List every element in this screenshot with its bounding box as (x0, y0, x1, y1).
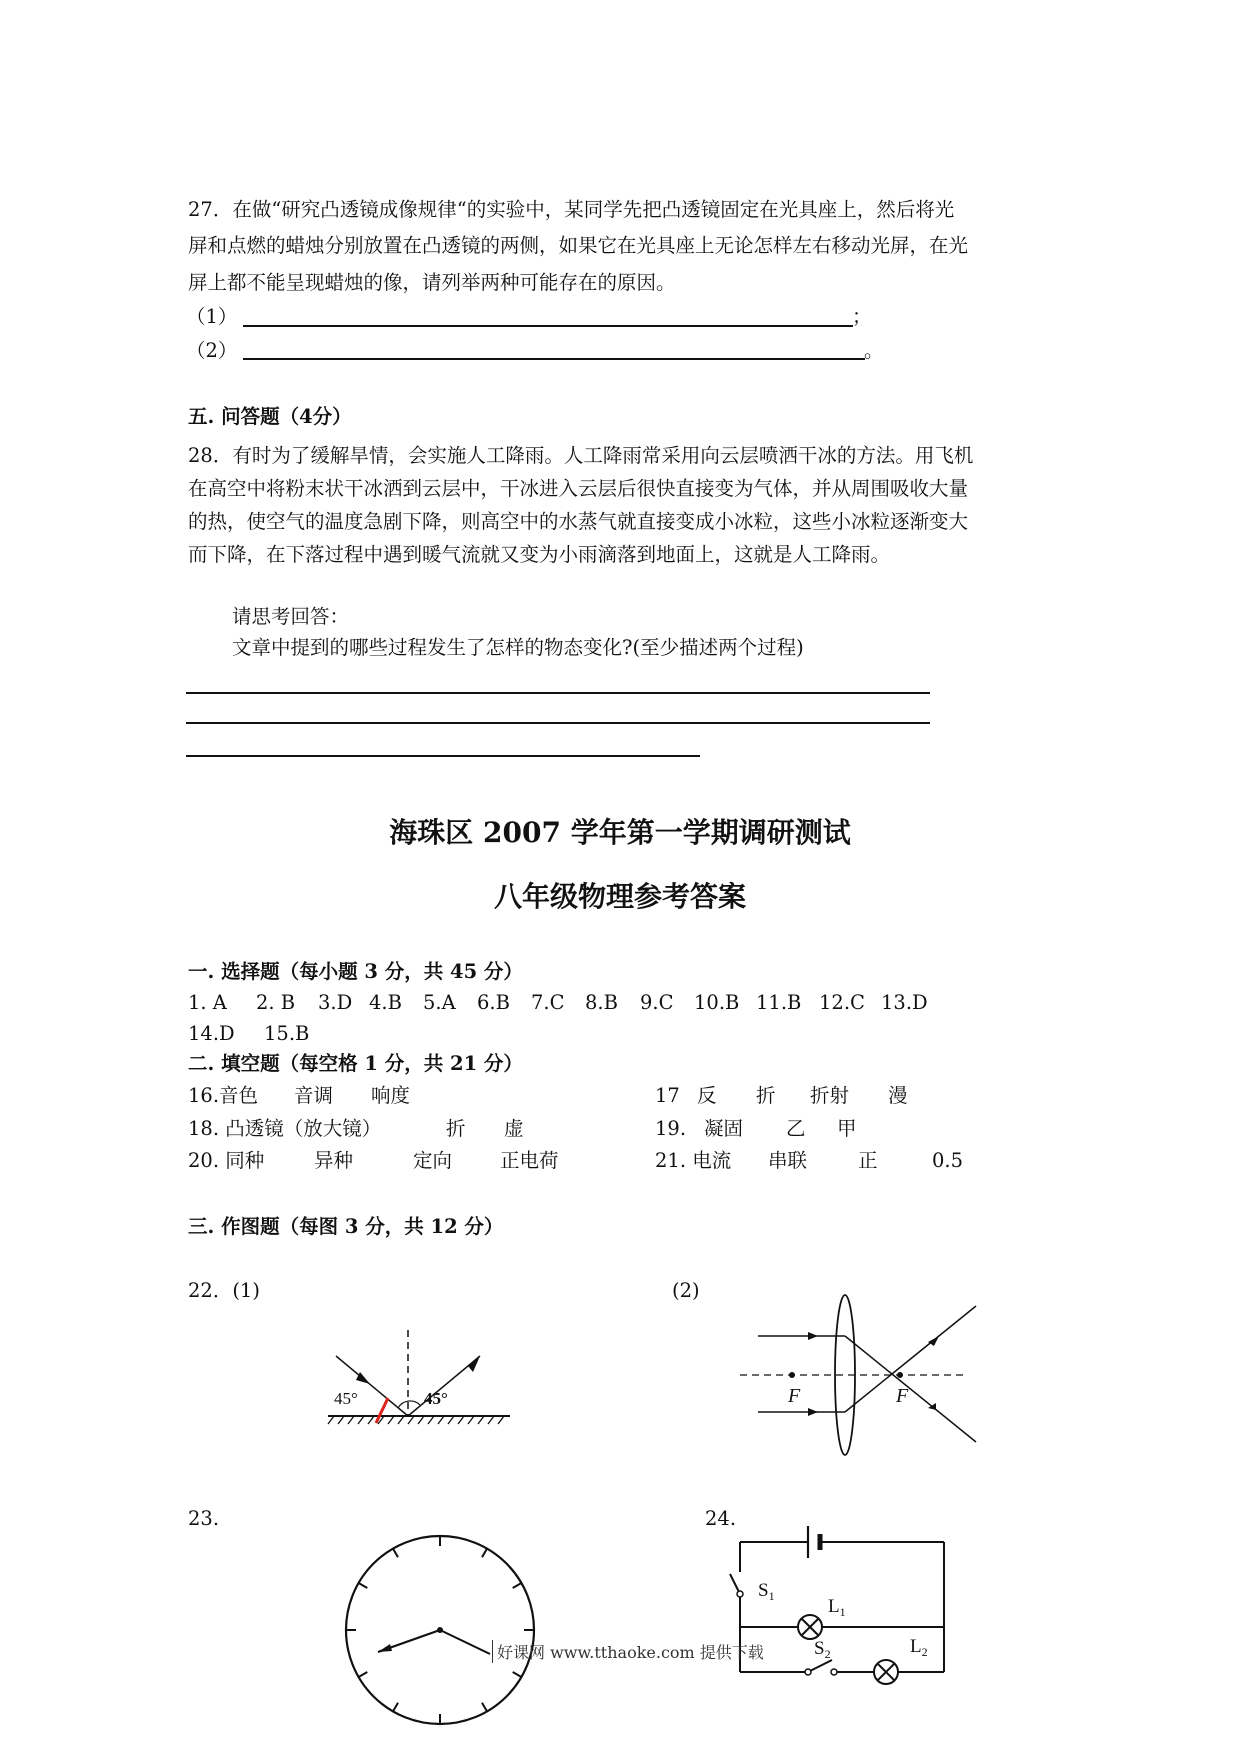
fill-18-b: 折 (446, 1117, 466, 1140)
q28-line-3: 的热，使空气的温度急剧下降，则高空中的水蒸气就直接变成小冰粒，这些小冰粒逐渐变大 (188, 510, 969, 533)
watermark (492, 1640, 764, 1663)
fill-17-num: 17 (655, 1084, 680, 1107)
sec1-ans-15: 15.B (264, 1022, 310, 1045)
lens-focus-right: F (896, 1385, 909, 1407)
fill-20-b: 异种 (314, 1149, 354, 1172)
q27-blank-1-label: （1） (186, 305, 238, 328)
fill-19-c: 甲 (837, 1117, 857, 1140)
svg-text:L1 (828, 1596, 846, 1619)
circuit-l2-sub: 2 (921, 1645, 928, 1659)
q28-line-2: 在高空中将粉末状干冰洒到云层中，干冰进入云层后很快直接变为气体，并从周围吸收大量 (188, 477, 969, 500)
q23-label: 23. (188, 1507, 220, 1530)
sec1-ans-8: 8.B (585, 991, 618, 1014)
svg-text:S1 (758, 1580, 775, 1603)
fill-21-c: 正 (858, 1149, 878, 1172)
q28-prompt: 请思考回答： (232, 605, 350, 628)
sec1-ans-7: 7.C (531, 991, 565, 1014)
sec1-ans-12: 12.C (819, 991, 865, 1014)
circuit-l2-label: L (910, 1636, 922, 1657)
sec1-ans-1: 1. A (188, 991, 227, 1014)
fill-18-a: 18. 凸透镜（放大镜） (188, 1117, 382, 1140)
lens-diagram (740, 1292, 990, 1462)
q27-answer-line-1[interactable] (243, 325, 853, 327)
q27-blank-2-label: （2） (186, 339, 238, 362)
sec1-ans-5: 5.A (423, 991, 456, 1014)
q27-line-3: 屏上都不能呈现蜡烛的像，请列举两种可能存在的原因。 (188, 271, 676, 294)
circuit-l1-sub: 1 (839, 1605, 846, 1619)
lens-focus-left: F (788, 1385, 801, 1407)
q28-answer-line-2[interactable] (186, 722, 930, 724)
sec1-ans-3: 3.D (318, 991, 353, 1014)
fill-21-d: 0.5 (932, 1149, 964, 1172)
fill-17-b: 折 (756, 1084, 776, 1107)
sec3-heading: 三. 作图题（每图 3 分，共 12 分） (188, 1215, 504, 1238)
q27-answer-line-2[interactable] (243, 358, 865, 360)
q27-line-1: 27．在做“研究凸透镜成像规律“的实验中，某同学先把凸透镜固定在光具座上，然后将光 (188, 198, 955, 221)
q22-part2-label: (2) (672, 1279, 700, 1302)
q27-blank-2-end: 。 (864, 339, 884, 362)
sec1-ans-11: 11.B (756, 991, 802, 1014)
fill-21-b: 串联 (768, 1149, 808, 1172)
fill-16-a: 16.音色 (188, 1084, 259, 1107)
fill-16-b: 音调 (294, 1084, 334, 1107)
q24-label: 24. (705, 1507, 737, 1530)
q22-label: 22．(1) (188, 1279, 260, 1302)
circuit-l1-label: L (828, 1596, 840, 1617)
reflection-diagram (320, 1320, 520, 1440)
fill-19-num: 19. (655, 1117, 687, 1140)
circuit-s1-sub: 1 (768, 1589, 775, 1603)
fill-17-c: 折射 (810, 1084, 850, 1107)
sec1-ans-9: 9.C (640, 991, 674, 1014)
fill-20-d: 正电荷 (500, 1149, 559, 1172)
fill-19-a: 凝固 (704, 1117, 744, 1140)
sec1-ans-10: 10.B (694, 991, 740, 1014)
sec1-ans-4: 4.B (369, 991, 402, 1014)
sec1-heading: 一. 选择题（每小题 3 分，共 45 分） (188, 960, 523, 983)
sec1-ans-2: 2. B (256, 991, 296, 1014)
circuit-s1-label: S (758, 1580, 769, 1601)
q28-answer-line-3[interactable] (186, 755, 700, 757)
circuit-s2-label: S (814, 1638, 825, 1659)
fill-20-a: 20. 同种 (188, 1149, 265, 1172)
fill-17-d: 漫 (888, 1084, 908, 1107)
fill-20-c: 定向 (413, 1149, 453, 1172)
watermark-text: 好课网 www.tthaoke.com 提供下载 (497, 1643, 764, 1662)
fill-17-a: 反 (697, 1084, 717, 1107)
q28-question: 文章中提到的哪些过程发生了怎样的物态变化?(至少描述两个过程) (232, 636, 804, 659)
q28-answer-line-1[interactable] (186, 692, 930, 694)
q27-line-2: 屏和点燃的蜡烛分别放置在凸透镜的两侧，如果它在光具座上无论怎样左右移动光屏，在光 (188, 234, 969, 257)
clock-diagram (340, 1530, 540, 1730)
section-5-heading: 五. 问答题（4分） (188, 405, 352, 428)
q27-blank-1-end: ； (852, 305, 872, 328)
fill-21-a: 21. 电流 (655, 1149, 732, 1172)
sec1-ans-14: 14.D (188, 1022, 235, 1045)
svg-text:L2 (910, 1636, 928, 1659)
sec1-ans-13: 13.D (881, 991, 928, 1014)
circuit-diagram (728, 1522, 958, 1692)
reflection-angle-left: 45° (334, 1389, 358, 1408)
sec2-heading: 二. 填空题（每空格 1 分，共 21 分） (188, 1052, 523, 1075)
q28-line-1: 28．有时为了缓解旱情，会实施人工降雨。人工降雨常采用向云层喷洒干冰的方法。用飞机 (188, 444, 974, 467)
fill-18-c: 虚 (504, 1117, 524, 1140)
q28-line-4: 而下降，在下落过程中遇到暖气流就又变为小雨滴落到地面上，这就是人工降雨。 (188, 543, 891, 566)
sec1-ans-6: 6.B (477, 991, 510, 1014)
svg-text:S2 (814, 1638, 831, 1661)
circuit-s2-sub: 2 (824, 1647, 831, 1661)
fill-19-b: 乙 (786, 1117, 806, 1140)
answer-key-title: 海珠区 2007 学年第一学期调研测试 (389, 816, 851, 849)
reflection-angle-right: 45° (424, 1389, 448, 1408)
fill-16-c: 响度 (371, 1084, 411, 1107)
answer-key-subtitle: 八年级物理参考答案 (493, 880, 746, 913)
